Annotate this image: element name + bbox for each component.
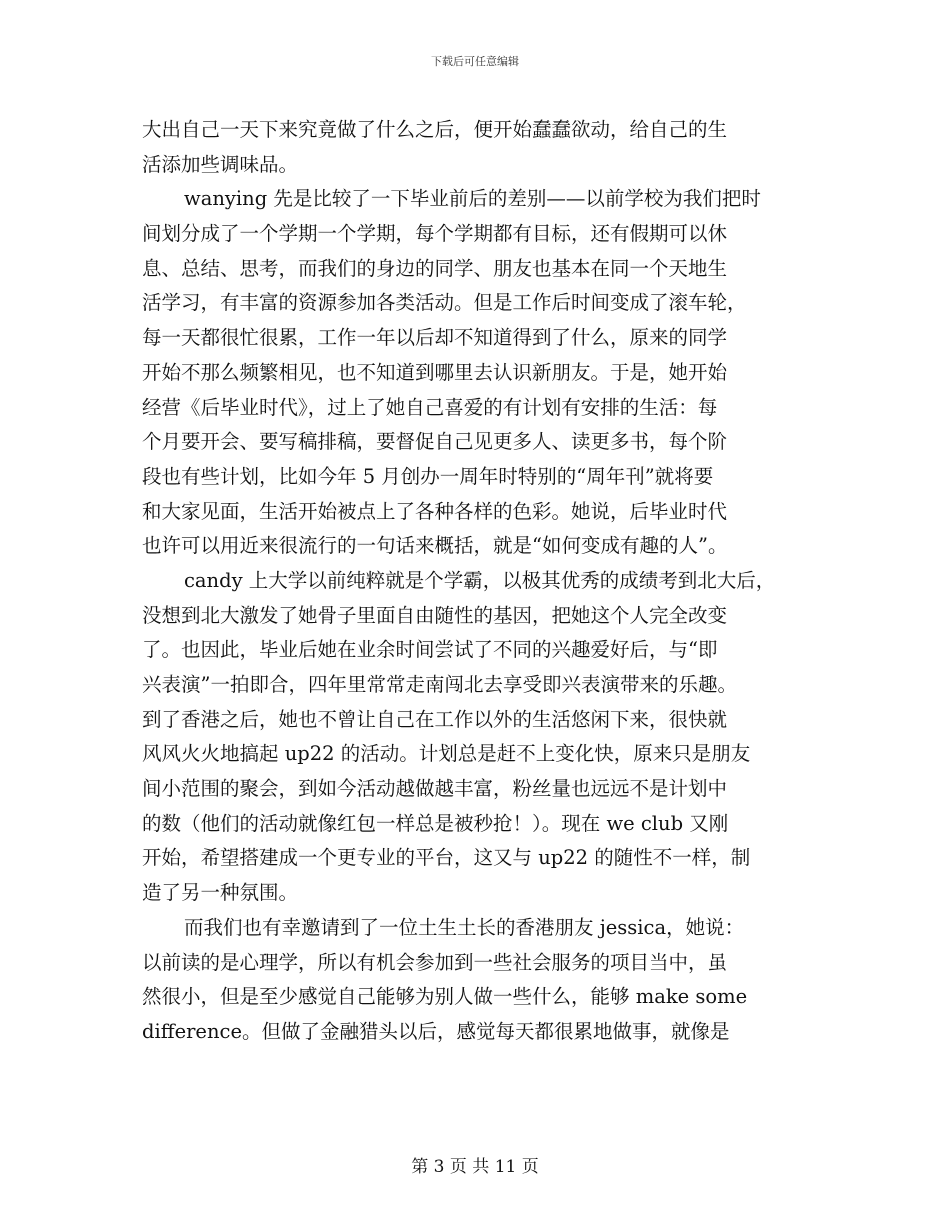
paragraph-start-line: candy 上大学以前纯粹就是个学霸，以极其优秀的成绩考到北大后， — [184, 568, 776, 592]
text-line: 了。也因此，毕业后她在业余时间尝试了不同的兴趣爱好后，与“即 — [142, 638, 718, 662]
text-line: 每一天都很忙很累，工作一年以后却不知道得到了什么，原来的同学 — [142, 326, 728, 350]
text-line: 间小范围的聚会，到如今活动越做越丰富，粉丝量也远远不是计划中 — [142, 777, 728, 801]
page-footer: 第 3 页 共 11 页 — [411, 1157, 539, 1177]
text-line: 风风火火地搞起 up22 的活动。计划总是赶不上变化快，原来只是朋友 — [142, 742, 751, 766]
paragraph-start-line: 而我们也有幸邀请到了一位土生土长的香港朋友 jessica，她说： — [184, 915, 745, 939]
text-line: 开始，希望搭建成一个更专业的平台，这又与 up22 的随性不一样，制 — [142, 846, 751, 870]
text-line: 也许可以用近来很流行的一句话来概括，就是“如何变成有趣的人”。 — [142, 534, 728, 558]
text-line: 活添加些调味品。 — [142, 152, 299, 176]
text-line: 大出自己一天下来究竟做了什么之后，便开始蠢蠢欲动，给自己的生 — [142, 118, 728, 141]
text-line: 开始不那么频繁相见，也不知道到哪里去认识新朋友。于是，她开始 — [142, 360, 728, 384]
text-line: 以前读的是心理学，所以有机会参加到一些社会服务的项目当中，虽 — [142, 950, 728, 974]
text-line: 造了另一种氛围。 — [142, 881, 299, 905]
text-line: 息、总结、思考，而我们的身边的同学、朋友也基本在同一个天地生 — [142, 256, 728, 280]
text-line: 个月要开会、要写稿排稿，要督促自己见更多人、读更多书，每个阶 — [142, 430, 728, 454]
text-line: 到了香港之后，她也不曾让自己在工作以外的生活悠闲下来，很快就 — [142, 707, 728, 731]
text-line: 经营《后毕业时代》，过上了她自己喜爱的有计划有安排的生活：每 — [142, 395, 718, 419]
text-line: 活学习，有丰富的资源参加各类活动。但是工作后时间变成了滚车轮， — [142, 291, 747, 315]
text-line: 没想到北大激发了她骨子里面自由随性的基因，把她这个人完全改变 — [142, 603, 728, 627]
text-line: 兴表演”一拍即合，四年里常常走南闯北去享受即兴表演带来的乐趣。 — [142, 673, 737, 696]
document-body — [142, 113, 822, 1050]
text-line: 然很小，但是至少感觉自己能够为别人做一些什么，能够 make some — [142, 985, 748, 1009]
text-line: 段也有些计划，比如今年 5 月创办一周年时特别的“周年刊”就将要 — [142, 464, 714, 488]
paragraph-start-line: wanying 先是比较了一下毕业前后的差别——以前学校为我们把时 — [184, 187, 761, 211]
text-line: 间划分成了一个学期一个学期，每个学期都有目标，还有假期可以休 — [142, 222, 728, 246]
page-header: 下载后可任意编辑 — [431, 55, 519, 68]
text-line: difference。但做了金融猎头以后，感觉每天都很累地做事，就像是 — [142, 1019, 730, 1043]
text-line: 和大家见面，生活开始被点上了各种各样的色彩。她说，后毕业时代 — [142, 499, 728, 523]
text-line: 的数（他们的活动就像红包一样总是被秒抢！）。现在 we club 又刚 — [142, 811, 729, 835]
